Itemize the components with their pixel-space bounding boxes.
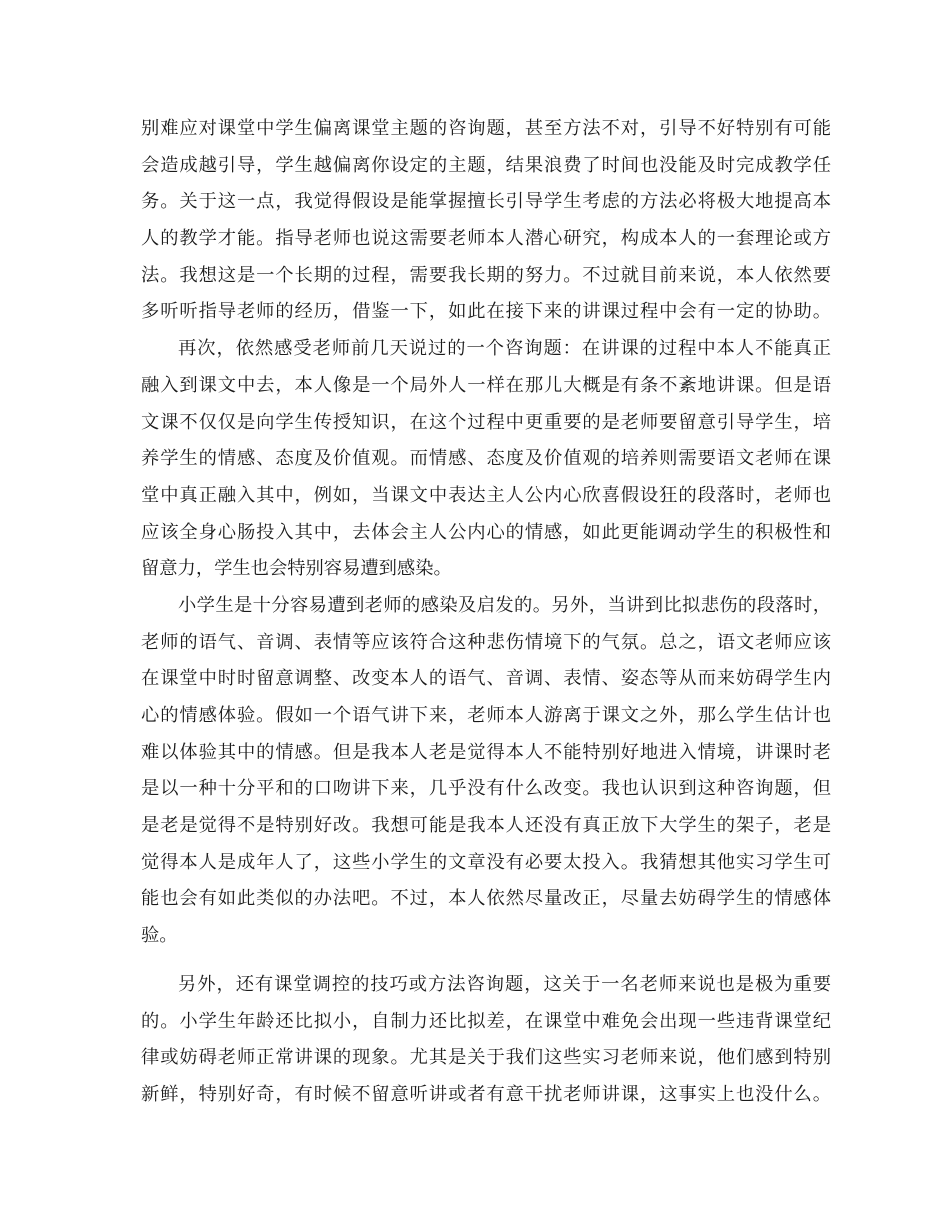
text-line: 在课堂中时时留意调整、改变本人的语气、音调、表情、姿态等从而来妨碍学生内 — [141, 668, 831, 690]
text-line: 是老是觉得不是特别好改。我想可能是我本人还没有真正放下大学生的架子，老是 — [141, 815, 831, 837]
text-line: 律或妨碍老师正常讲课的现象。尤其是关于我们这些实习老师来说，他们感到特别 — [141, 1047, 831, 1069]
text-line: 融入到课文中去，本人像是一个局外人一样在那儿大概是有条不紊地讲课。但是语 — [141, 374, 831, 396]
text-line: 难以体验其中的情感。但是我本人老是觉得本人不能特别好地进入情境，讲课时老 — [141, 741, 831, 763]
body-text — [141, 111, 831, 1114]
paragraph-gap — [141, 955, 831, 967]
text-line: 验。 — [141, 925, 178, 947]
text-line: 心的情感体验。假如一个语气讲下来，老师本人游离于课文之外，那么学生估计也 — [141, 705, 831, 726]
text-line: 觉得本人是成年人了，这些小学生的文章没有必要太投入。我猜想其他实习学生可 — [141, 851, 831, 873]
text-line: 务。关于这一点，我觉得假设是能掌握擅长引导学生考虑的方法必将极大地提高本 — [141, 191, 831, 213]
text-line: 的。小学生年龄还比拟小，自制力还比拟差，在课堂中难免会出现一些违背课堂纪 — [141, 1010, 831, 1032]
text-line: 老师的语气、音调、表情等应该符合这种悲伤情境下的气氛。总之，语文老师应该 — [141, 631, 831, 653]
text-line: 新鲜，特别好奇，有时候不留意听讲或者有意干扰老师讲课，这事实上也没什么。 — [141, 1083, 831, 1105]
text-line: 多听听指导老师的经历，借鉴一下，如此在接下来的讲课过程中会有一定的协助。 — [141, 301, 831, 323]
text-line: 小学生是十分容易遭到老师的感染及启发的。另外，当讲到比拟悲伤的段落时， — [178, 594, 831, 616]
text-line: 法。我想这是一个长期的过程，需要我长期的努力。不过就目前来说，本人依然要 — [141, 264, 831, 286]
text-line: 另外，还有课堂调控的技巧或方法咨询题，这关于一名老师来说也是极为重要 — [178, 973, 831, 995]
text-line: 是以一种十分平和的口吻讲下来，几乎没有什么改变。我也认识到这种咨询题，但 — [141, 778, 831, 800]
text-line: 能也会有如此类似的办法吧。不过，本人依然尽量改正，尽量去妨碍学生的情感体 — [141, 888, 831, 910]
text-line: 堂中真正融入其中，例如，当课文中表达主人公内心欣喜假设狂的段落时，老师也 — [141, 484, 831, 506]
text-line: 留意力，学生也会特别容易遭到感染。 — [141, 558, 452, 580]
text-line: 再次，依然感受老师前几天说过的一个咨询题：在讲课的过程中本人不能真正 — [178, 338, 831, 360]
text-line: 应该全身心肠投入其中，去体会主人公内心的情感，如此更能调动学生的积极性和 — [141, 521, 831, 543]
text-line: 文课不仅仅是向学生传授知识，在这个过程中更重要的是老师要留意引导学生，培 — [141, 411, 831, 433]
text-line: 人的教学才能。指导老师也说这需要老师本人潜心研究，构成本人的一套理论或方 — [141, 228, 831, 250]
text-line: 别难应对课堂中学生偏离课堂主题的咨询题，甚至方法不对，引导不好特别有可能 — [141, 118, 831, 139]
text-line: 养学生的情感、态度及价值观。而情感、态度及价值观的培养则需要语文老师在课 — [141, 448, 831, 470]
text-line: 会造成越引导，学生越偏离你设定的主题，结果浪费了时间也没能及时完成教学任 — [141, 154, 831, 176]
